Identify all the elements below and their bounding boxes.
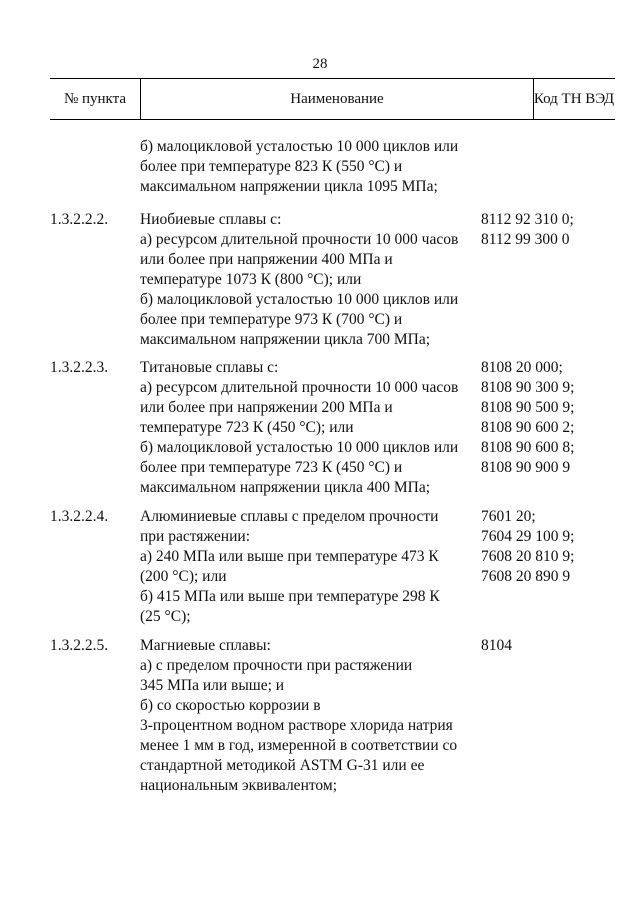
tnved-code-line: 8108 90 300 9; <box>481 379 575 396</box>
tnved-code-line: 8112 92 310 0; <box>481 211 574 228</box>
tnved-code <box>481 210 621 250</box>
tnved-code-line: 8108 20 000; <box>481 359 563 376</box>
description-line: или более при напряжении 400 МПа и <box>140 251 393 268</box>
tnved-code-line: 8112 99 300 0 <box>481 231 570 248</box>
description-line: а) с пределом прочности при растяжении <box>140 657 413 674</box>
tnved-code-line: 8108 90 600 2; <box>481 419 575 436</box>
description-line: температуре 1073 К (800 °C); или <box>140 271 362 288</box>
item-description <box>140 137 485 197</box>
description-line: Магниевые сплавы: <box>140 637 271 654</box>
description-line: б) малоцикловой усталостью 10 000 циклов или <box>140 291 459 308</box>
tnved-code-line: 8104 <box>481 637 512 654</box>
tnved-code-line: 7601 20; <box>481 508 536 525</box>
description-line: а) 240 МПа или выше при температуре 473 К <box>140 548 439 565</box>
description-line: стандартной методикой ASTM G-31 или ее <box>140 757 425 774</box>
description-line: а) ресурсом длительной прочности 10 000 часов <box>140 231 459 248</box>
description-line: или более при напряжении 200 МПа и <box>140 399 393 416</box>
description-line: максимальном напряжении цикла 700 МПа; <box>140 331 431 348</box>
description-line: более при температуре 973 К (700 °C) и <box>140 311 403 328</box>
tnved-code <box>481 358 621 478</box>
tnved-code-line: 7608 20 890 9 <box>481 568 571 585</box>
description-line: при растяжении: <box>140 528 250 545</box>
description-line: Титановые сплавы с: <box>140 359 279 376</box>
item-number: 1.3.2.2.2. <box>50 211 109 228</box>
description-line: менее 1 мм в год, измеренной в соответствии со <box>140 737 458 754</box>
description-line: б) 415 МПа или выше при температуре 298 К <box>140 588 440 605</box>
description-line: максимальном напряжении цикла 1095 МПа; <box>140 178 438 195</box>
description-line: 3-процентном водном растворе хлорида натрия <box>140 717 453 734</box>
item-description <box>140 358 485 498</box>
tnved-code-line: 7604 29 100 9; <box>481 528 575 545</box>
description-line: (25 °C); <box>140 608 191 625</box>
description-line: Ниобиевые сплавы с: <box>140 211 282 228</box>
tnved-code <box>481 507 621 587</box>
item-description <box>140 636 485 796</box>
description-line: б) со скоростью коррозии в <box>140 697 321 714</box>
description-line: (200 °C); или <box>140 568 227 585</box>
description-line: а) ресурсом длительной прочности 10 000 часов <box>140 379 459 396</box>
description-line: максимальном напряжении цикла 400 МПа; <box>140 479 431 496</box>
description-line: более при температуре 823 К (550 °C) и <box>140 158 403 175</box>
tnved-code-line: 7608 20 810 9; <box>481 548 575 565</box>
description-line: б) малоцикловой усталостью 10 000 циклов или <box>140 138 459 155</box>
tnved-code <box>481 636 621 656</box>
description-line: б) малоцикловой усталостью 10 000 циклов или <box>140 439 459 456</box>
page-number: 28 <box>312 56 328 72</box>
tnved-code-line: 8108 90 600 8; <box>481 439 575 456</box>
item-number: 1.3.2.2.3. <box>50 359 109 376</box>
description-line: национальным эквивалентом; <box>140 777 337 794</box>
description-line: Алюминиевые сплавы с пределом прочности <box>140 508 439 525</box>
item-description <box>140 507 485 627</box>
item-number: 1.3.2.2.5. <box>50 637 109 654</box>
tnved-code-line: 8108 90 500 9; <box>481 399 575 416</box>
header-name: Наименование <box>140 79 534 119</box>
tnved-code-line: 8108 90 900 9 <box>481 459 571 476</box>
description-line: 345 МПа или выше; и <box>140 677 285 694</box>
description-line: более при температуре 723 К (450 °C) и <box>140 459 403 476</box>
table-header <box>50 78 615 120</box>
description-line: температуре 723 К (450 °C); или <box>140 419 354 436</box>
header-item-number: № пункта <box>63 91 127 107</box>
header-tnved-code: Код ТН ВЭД <box>533 91 615 107</box>
item-number: 1.3.2.2.4. <box>50 508 109 525</box>
item-description <box>140 210 485 350</box>
